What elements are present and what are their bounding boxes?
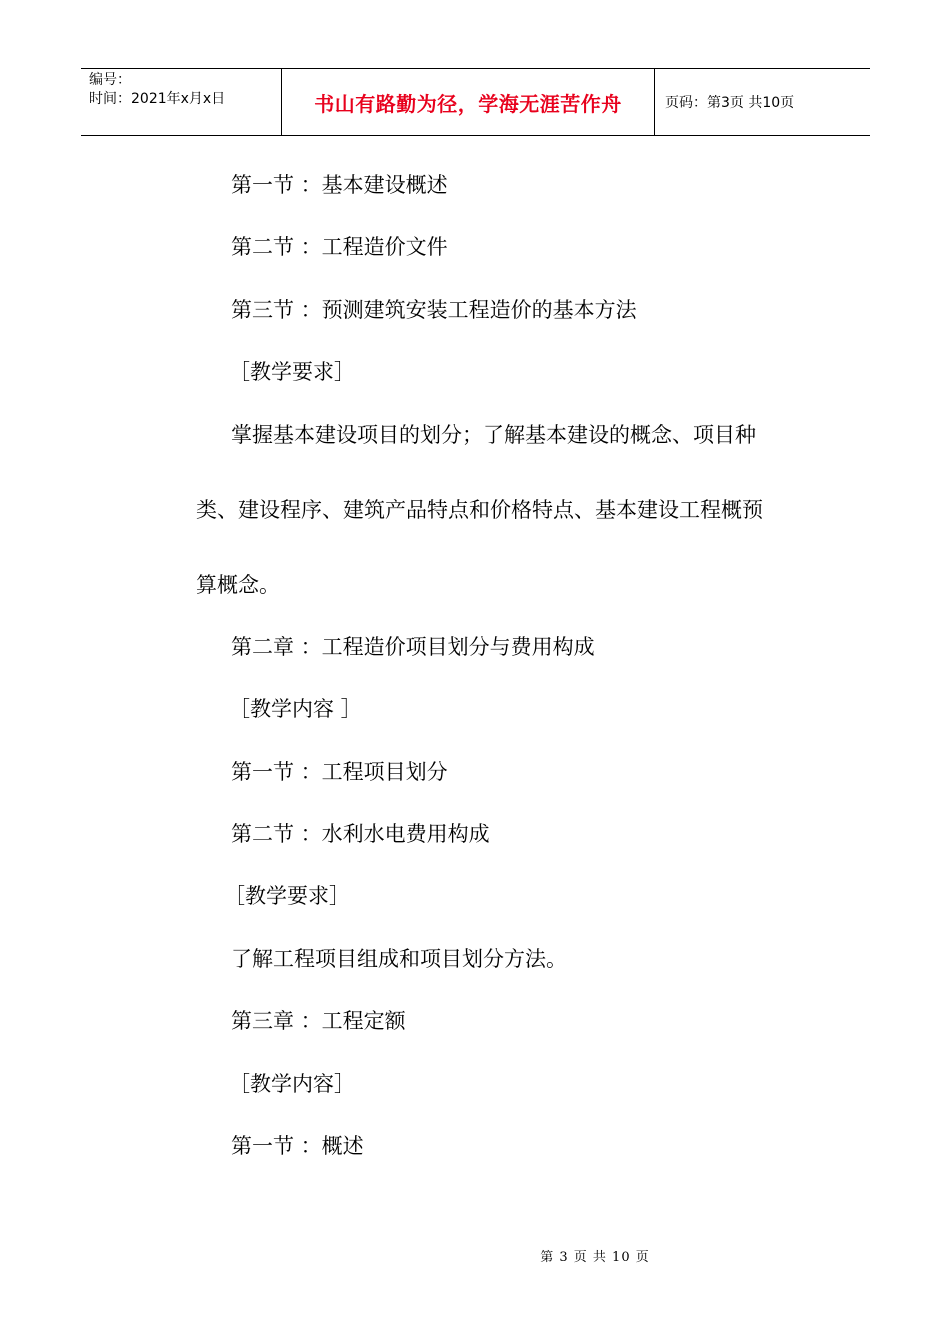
section-heading: 第一节 ：基本建设概述 xyxy=(231,173,448,197)
date-label: 时间：2021年x月x日 xyxy=(89,91,226,107)
page-header xyxy=(81,68,870,136)
section-heading: 第二节 ：水利水电费用构成 xyxy=(231,822,490,846)
paragraph-line: 了解工程项目组成和项目划分方法。 xyxy=(231,947,567,971)
bracket-heading: ［教学内容］ xyxy=(229,1072,355,1096)
section-heading: 第三节 ：预测建筑安装工程造价的基本方法 xyxy=(231,298,637,322)
header-page-cell xyxy=(655,69,870,135)
serial-label: 编号： xyxy=(89,72,131,88)
section-heading: 第一节 ：工程项目划分 xyxy=(231,760,448,784)
paragraph-line: 类、建设程序、建筑产品特点和价格特点、基本建设工程概预 xyxy=(196,498,763,522)
section-heading: 第一节 ：概述 xyxy=(231,1134,364,1158)
chapter-heading: 第二章 ：工程造价项目划分与费用构成 xyxy=(231,635,595,659)
bracket-heading: ［教学要求］ xyxy=(229,360,355,384)
paragraph-line: 掌握基本建设项目的划分；了解基本建设的概念、项目种 xyxy=(231,423,756,447)
chapter-heading: 第三章 ：工程定额 xyxy=(231,1009,406,1033)
bracket-heading: ［教学要求］ xyxy=(224,884,350,908)
motto-text: 书山有路勤为径，学海无涯苦作舟 xyxy=(314,91,622,116)
header-motto-cell xyxy=(281,69,655,135)
section-heading: 第二节 ：工程造价文件 xyxy=(231,235,448,259)
bracket-heading: ［教学内容 ］ xyxy=(229,697,362,721)
paragraph-line: 算概念。 xyxy=(196,573,280,597)
page-footer: 第 3 页 共 10 页 xyxy=(540,1250,650,1265)
page-info: 页码：第3页 共10页 xyxy=(665,95,795,111)
header-meta-cell xyxy=(81,69,281,135)
